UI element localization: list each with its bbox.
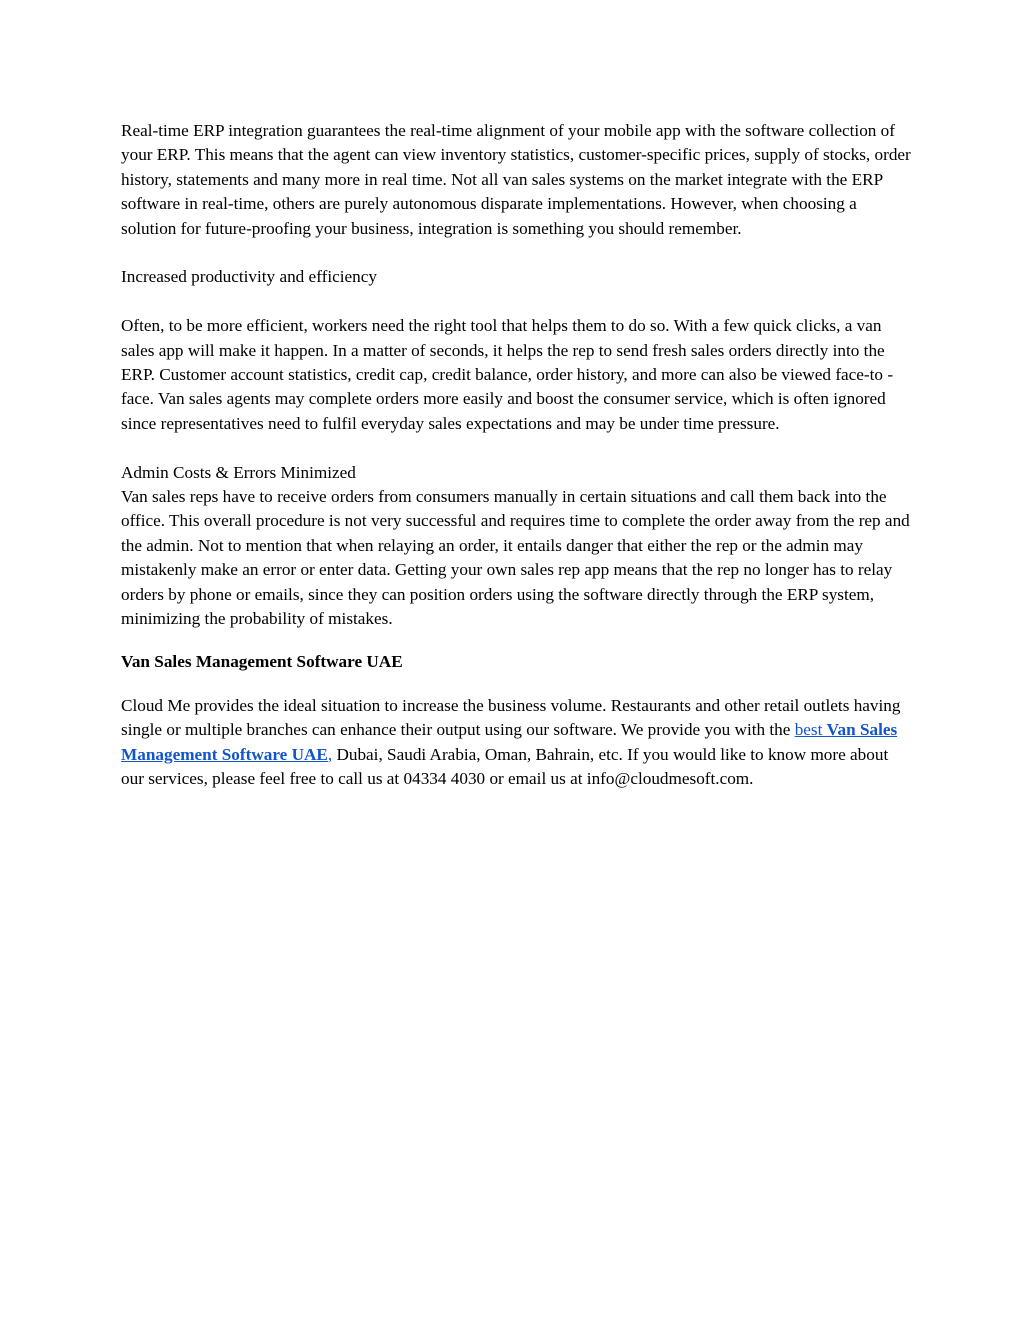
- paragraph-cloud-me: [121, 694, 911, 792]
- heading-van-sales-uae: Van Sales Management Software UAE: [121, 652, 403, 672]
- document-page: [121, 119, 911, 792]
- paragraph-cloud-me-end: Dubai, Saudi Arabia, Oman, Bahrain, etc. If you would like to know more about our services, please feel free to call us at 04334 4030 or email us at info@cloudmesoft.com.: [121, 744, 889, 789]
- heading-productivity: Increased productivity and efficiency: [121, 267, 377, 287]
- paragraph-productivity: Often, to be more efficient, workers need the right tool that helps them to do so. With a few quick clicks, a van sales app will make it happen. In a matter of seconds, it helps the rep to send fresh sales orders directly into the ERP. Customer account statistics, credit cap, credit balance, order history, and more can also be viewed face-to - face. Van sales agents may complete orders more easily and boost the consumer service, which is often ignored since representatives need to fulfil everyday sales expectations and may be under time pressure.: [121, 316, 894, 433]
- link-bold-text: Van Sales Management Software UAE: [121, 720, 898, 764]
- paragraph-admin-costs: Van sales reps have to receive orders from consumers manually in certain situations and call them back into the office. This overall procedure is not very successful and requires time to complete the order away from the rep and the admin. Not to mention that when relaying an order, it entails danger that either the rep or the admin may mistakenly make an error or enter data. Getting your own sales rep app means that the rep no longer has to relay orders by phone or emails, since they can position orders using the software directly through the ERP system, minimizing the probability of mistakes.: [121, 487, 910, 629]
- heading-admin-costs: Admin Costs & Errors Minimized: [121, 462, 356, 482]
- paragraph-erp-integration: Real-time ERP integration guarantees the real-time alignment of your mobile app with the software collection of your ERP. This means that the agent can view inventory statistics, customer-specific prices, supply of stocks, order history, statements and many more in real time. Not all van sales systems on the market integrate with the ERP software in real-time, others are purely autonomous disparate implementations. However, when choosing a solution for future-proofing your business, integration is something you should remember.: [121, 121, 911, 238]
- paragraph-cloud-me-start: Cloud Me provides the ideal situation to increase the business volume. Restaurants and other retail outlets having single or multiple branches can enhance their output using our software. We provide you with the: [121, 695, 901, 740]
- link-prefix-text: best: [794, 720, 827, 740]
- link-suffix-text: ,: [327, 744, 333, 764]
